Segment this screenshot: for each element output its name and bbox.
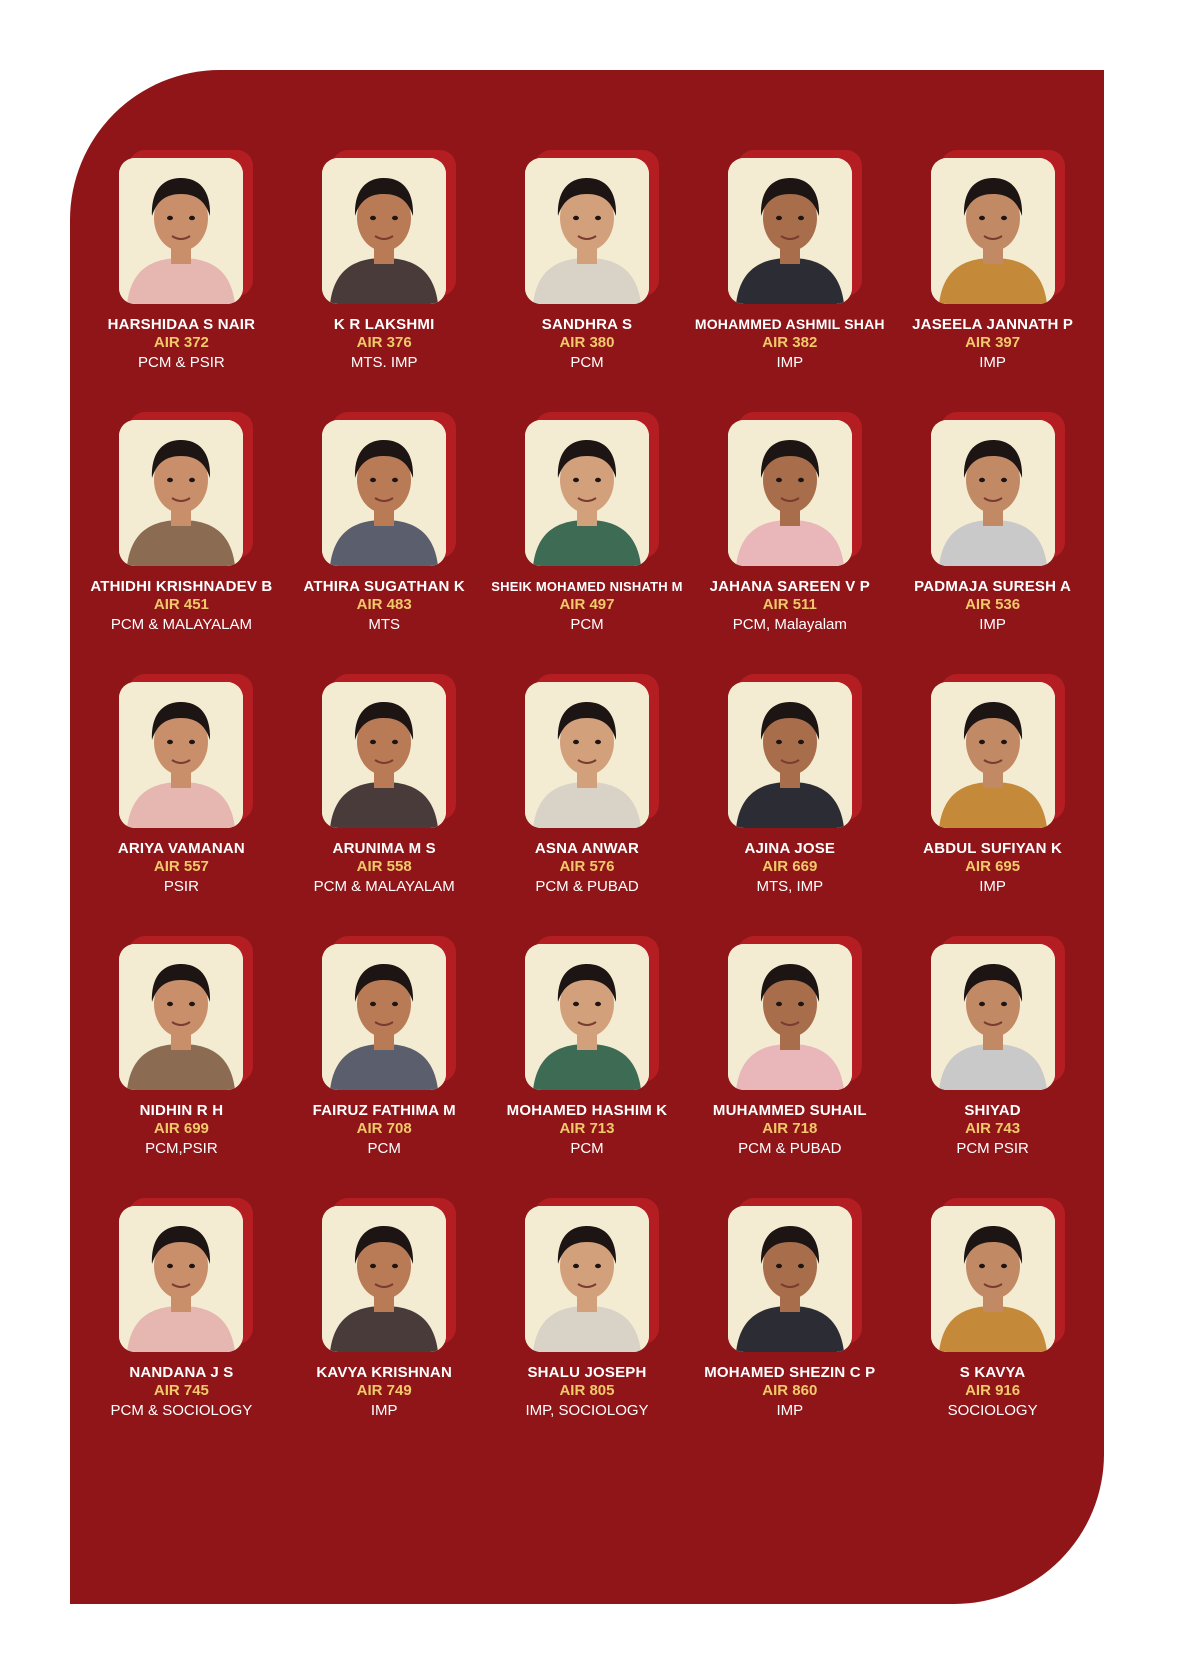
- ranker-name: SHEIK MOHAMED NISHATH M: [491, 579, 683, 594]
- ranker-rank: AIR 745: [153, 1382, 209, 1399]
- ranker-name: ARUNIMA M S: [332, 840, 436, 857]
- portrait-photo: [931, 944, 1055, 1090]
- ranker-rank: AIR 743: [965, 1120, 1021, 1137]
- ranker-name: MUHAMMED SUHAIL: [712, 1102, 867, 1119]
- ranker-rank: AIR 713: [559, 1120, 615, 1137]
- ranker-subjects: PCM & PUBAD: [738, 1140, 842, 1157]
- ranker-rank: AIR 380: [559, 334, 615, 351]
- ranker-rank: AIR 708: [356, 1120, 412, 1137]
- portrait-photo: [525, 1206, 649, 1352]
- ranker-card: [486, 420, 689, 682]
- portrait-photo: [525, 682, 649, 828]
- ranker-subjects: PCM & SOCIOLOGY: [110, 1402, 253, 1419]
- ranker-subjects: IMP: [979, 354, 1006, 371]
- ranker-subjects: PCM,PSIR: [145, 1140, 218, 1157]
- ranker-rank: AIR 576: [559, 858, 615, 875]
- portrait-photo: [931, 1206, 1055, 1352]
- ranker-name: ATHIDHI KRISHNADEV B: [90, 578, 273, 595]
- ranker-name: FAIRUZ FATHIMA M: [312, 1102, 456, 1119]
- portrait-photo: [525, 420, 649, 566]
- ranker-subjects: MTS, IMP: [756, 878, 824, 895]
- ranker-subjects: PSIR: [163, 878, 199, 895]
- ranker-subjects: PCM & PSIR: [138, 354, 225, 371]
- portrait-photo: [322, 158, 446, 304]
- photo-frame: [119, 1206, 243, 1352]
- ranker-name: MOHAMED HASHIM K: [506, 1102, 668, 1119]
- ranker-name: NIDHIN R H: [139, 1102, 224, 1119]
- photo-frame: [525, 944, 649, 1090]
- ranker-card: [80, 158, 283, 420]
- rankers-grid: [80, 158, 1094, 1468]
- ranker-card: [688, 420, 891, 682]
- ranker-subjects: PCM: [570, 616, 604, 633]
- photo-frame: [931, 682, 1055, 828]
- photo-frame: [525, 420, 649, 566]
- photo-frame: [728, 944, 852, 1090]
- ranker-card: [891, 1206, 1094, 1468]
- ranker-card: [486, 1206, 689, 1468]
- ranker-card: [283, 1206, 486, 1468]
- portrait-photo: [322, 944, 446, 1090]
- ranker-card: [688, 158, 891, 420]
- photo-frame: [728, 1206, 852, 1352]
- ranker-card: [283, 158, 486, 420]
- photo-frame: [728, 682, 852, 828]
- ranker-rank: AIR 511: [762, 596, 817, 613]
- ranker-subjects: SOCIOLOGY: [947, 1402, 1038, 1419]
- ranker-name: ATHIRA SUGATHAN K: [303, 578, 465, 595]
- ranker-rank: AIR 372: [153, 334, 209, 351]
- ranker-rank: AIR 557: [153, 858, 209, 875]
- ranker-subjects: IMP: [979, 616, 1006, 633]
- ranker-subjects: PCM PSIR: [956, 1140, 1029, 1157]
- ranker-name: ARIYA VAMANAN: [117, 840, 245, 857]
- ranker-subjects: MTS: [368, 616, 401, 633]
- ranker-subjects: PCM: [367, 1140, 401, 1157]
- photo-frame: [525, 158, 649, 304]
- ranker-name: MOHAMMED ASHMIL SHAH: [694, 316, 885, 332]
- ranker-rank: AIR 497: [559, 596, 615, 613]
- ranker-rank: AIR 451: [153, 596, 209, 613]
- ranker-name: MOHAMED SHEZIN C P: [704, 1364, 876, 1381]
- ranker-subjects: IMP: [979, 878, 1006, 895]
- photo-frame: [931, 1206, 1055, 1352]
- ranker-name: SHALU JOSEPH: [527, 1364, 647, 1381]
- ranker-rank: AIR 669: [762, 858, 818, 875]
- portrait-photo: [931, 158, 1055, 304]
- portrait-photo: [525, 158, 649, 304]
- ranker-name: HARSHIDAA S NAIR: [107, 316, 256, 333]
- portrait-photo: [728, 1206, 852, 1352]
- photo-frame: [931, 944, 1055, 1090]
- portrait-photo: [931, 682, 1055, 828]
- photo-frame: [322, 158, 446, 304]
- ranker-rank: AIR 376: [356, 334, 412, 351]
- ranker-subjects: MTS. IMP: [350, 354, 418, 371]
- ranker-name: JAHANA SAREEN V P: [709, 578, 870, 595]
- ranker-card: [688, 682, 891, 944]
- portrait-photo: [322, 1206, 446, 1352]
- photo-frame: [525, 1206, 649, 1352]
- ranker-rank: AIR 699: [153, 1120, 209, 1137]
- ranker-name: S KAVYA: [959, 1364, 1026, 1381]
- ranker-rank: AIR 749: [356, 1382, 412, 1399]
- ranker-card: [891, 944, 1094, 1206]
- ranker-card: [80, 944, 283, 1206]
- photo-frame: [525, 682, 649, 828]
- ranker-rank: AIR 558: [356, 858, 412, 875]
- ranker-subjects: IMP: [776, 354, 804, 371]
- ranker-rank: AIR 718: [762, 1120, 818, 1137]
- photo-frame: [322, 682, 446, 828]
- ranker-card: [891, 158, 1094, 420]
- ranker-subjects: PCM: [570, 1140, 604, 1157]
- ranker-card: [80, 682, 283, 944]
- ranker-name: AJINA JOSE: [744, 840, 836, 857]
- ranker-card: [688, 1206, 891, 1468]
- portrait-photo: [322, 420, 446, 566]
- portrait-photo: [119, 420, 243, 566]
- ranker-rank: AIR 483: [356, 596, 412, 613]
- ranker-name: ABDUL SUFIYAN K: [923, 840, 1063, 857]
- ranker-name: PADMAJA SURESH A: [914, 578, 1071, 595]
- ranker-rank: AIR 397: [965, 334, 1021, 351]
- portrait-photo: [119, 1206, 243, 1352]
- photo-frame: [728, 158, 852, 304]
- ranker-rank: AIR 536: [965, 596, 1021, 613]
- portrait-photo: [728, 682, 852, 828]
- photo-frame: [119, 158, 243, 304]
- ranker-rank: AIR 860: [762, 1382, 818, 1399]
- portrait-photo: [728, 944, 852, 1090]
- photo-frame: [728, 420, 852, 566]
- portrait-photo: [525, 944, 649, 1090]
- portrait-photo: [931, 420, 1055, 566]
- ranker-subjects: IMP, SOCIOLOGY: [525, 1402, 649, 1419]
- ranker-subjects: PCM & MALAYALAM: [110, 616, 252, 633]
- ranker-card: [891, 682, 1094, 944]
- ranker-subjects: PCM: [570, 354, 604, 371]
- ranker-card: [283, 420, 486, 682]
- ranker-card: [688, 944, 891, 1206]
- portrait-photo: [322, 682, 446, 828]
- ranker-card: [80, 1206, 283, 1468]
- ranker-card: [486, 682, 689, 944]
- ranker-card: [891, 420, 1094, 682]
- photo-frame: [119, 944, 243, 1090]
- ranker-rank: AIR 805: [559, 1382, 615, 1399]
- photo-frame: [931, 420, 1055, 566]
- portrait-photo: [728, 420, 852, 566]
- ranker-card: [80, 420, 283, 682]
- ranker-card: [283, 944, 486, 1206]
- photo-frame: [322, 1206, 446, 1352]
- ranker-card: [283, 682, 486, 944]
- ranker-name: JASEELA JANNATH P: [912, 316, 1074, 333]
- ranker-subjects: IMP: [370, 1402, 398, 1419]
- ranker-card: [486, 158, 689, 420]
- ranker-name: NANDANA J S: [129, 1364, 234, 1381]
- ranker-name: SANDHRA S: [541, 316, 633, 333]
- portrait-photo: [119, 682, 243, 828]
- ranker-name: ASNA ANWAR: [534, 840, 640, 857]
- ranker-subjects: PCM & PUBAD: [535, 878, 639, 895]
- ranker-rank: AIR 382: [762, 334, 818, 351]
- ranker-card: [486, 944, 689, 1206]
- ranker-subjects: IMP: [776, 1402, 804, 1419]
- ranker-subjects: PCM & MALAYALAM: [313, 878, 455, 895]
- photo-frame: [322, 944, 446, 1090]
- photo-frame: [119, 420, 243, 566]
- portrait-photo: [728, 158, 852, 304]
- portrait-photo: [119, 158, 243, 304]
- photo-frame: [931, 158, 1055, 304]
- portrait-photo: [119, 944, 243, 1090]
- ranker-subjects: PCM, Malayalam: [732, 616, 847, 633]
- photo-frame: [322, 420, 446, 566]
- photo-frame: [119, 682, 243, 828]
- rankers-panel: [70, 70, 1104, 1604]
- ranker-name: SHIYAD: [964, 1102, 1021, 1119]
- ranker-rank: AIR 695: [965, 858, 1021, 875]
- ranker-name: KAVYA KRISHNAN: [316, 1364, 452, 1381]
- ranker-name: K R LAKSHMI: [333, 316, 435, 333]
- ranker-rank: AIR 916: [965, 1382, 1021, 1399]
